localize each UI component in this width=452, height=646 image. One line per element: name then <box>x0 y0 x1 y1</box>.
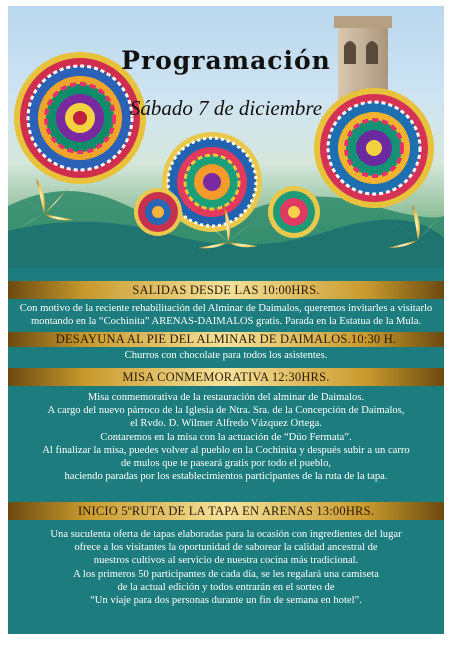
section-body-desayuna <box>8 349 444 362</box>
section-body-ruta-tapa <box>8 528 444 607</box>
body-line: A cargo del nuevo párroco de la Iglesia de Ntra. Sra. de la Concepción de Daimalos, <box>47 405 405 417</box>
section-body-salidas <box>8 302 444 328</box>
body-line: ofrece a los visitantes la oportunidad de saborear la calidad ancestral de <box>74 542 378 554</box>
section-heading-desayuna: DESAYUNA AL PIE DEL ALMINAR DE DAIMALOS.10:30 H. <box>8 332 444 347</box>
body-line: haciendo paradas por los establecimientos participantes de la ruta de la tapa. <box>64 471 388 483</box>
event-poster <box>8 6 444 634</box>
body-line: “Un viaje para dos personas durante un fin de semana en hotel”. <box>90 595 362 607</box>
body-line: el Rvdo. D. Wilmer Alfredo Vázquez Ortega. <box>130 418 322 430</box>
body-line: de mulos que te paseará gratis por todo el pueblo, <box>120 458 332 470</box>
body-line: Contaremos en la misa con la actuación de “Dúo Fermata”. <box>100 431 352 443</box>
body-line: A los primeros 50 participantes de cada día, se les regalará una camiseta <box>73 568 379 580</box>
section-heading-misa: MISA CONMEMORATIVA 12:30HRS. <box>8 368 444 386</box>
body-line: Misa conmemorativa de la restauración del alminar de Daimalos. <box>87 392 365 403</box>
section-heading-ruta-tapa: INICIO 5ºRUTA DE LA TAPA EN ARENAS 13:00HRS. <box>8 502 444 520</box>
body-line: Una suculenta oferta de tapas elaboradas para la ocasión con ingredientes del lugar <box>50 529 402 540</box>
body-line: nuestros cultivos al servicio de nuestra cocina más tradicional. <box>93 555 359 567</box>
mandala-small-2 <box>268 186 320 238</box>
body-line: de la actual edición y todos entrarán en el sorteo de <box>117 581 335 593</box>
body-line: Churros con chocolate para todos los asistentes. <box>124 350 328 361</box>
poster-title: Programación <box>121 46 331 75</box>
poster-date: Sábado 7 de diciembre <box>129 96 323 120</box>
body-line: Con motivo de la reciente rehabilitación del Alminar de Daimalos, queremos invitarles a visitarlo <box>19 303 433 314</box>
body-line: montando en la “Cochinita” ARENAS-DAIMALOS gratis. Parada en la Estatua de la Mula. <box>30 316 422 328</box>
hero-illustration <box>8 6 444 268</box>
section-body-misa <box>8 391 444 483</box>
body-line: Al finalizar la misa, puedes volver al pueblo en la Cochinita y después subir a un carro <box>42 444 410 456</box>
section-heading-salidas: SALIDAS DESDE LAS 10:00HRS. <box>8 281 444 299</box>
mandala-small-1 <box>134 188 182 236</box>
